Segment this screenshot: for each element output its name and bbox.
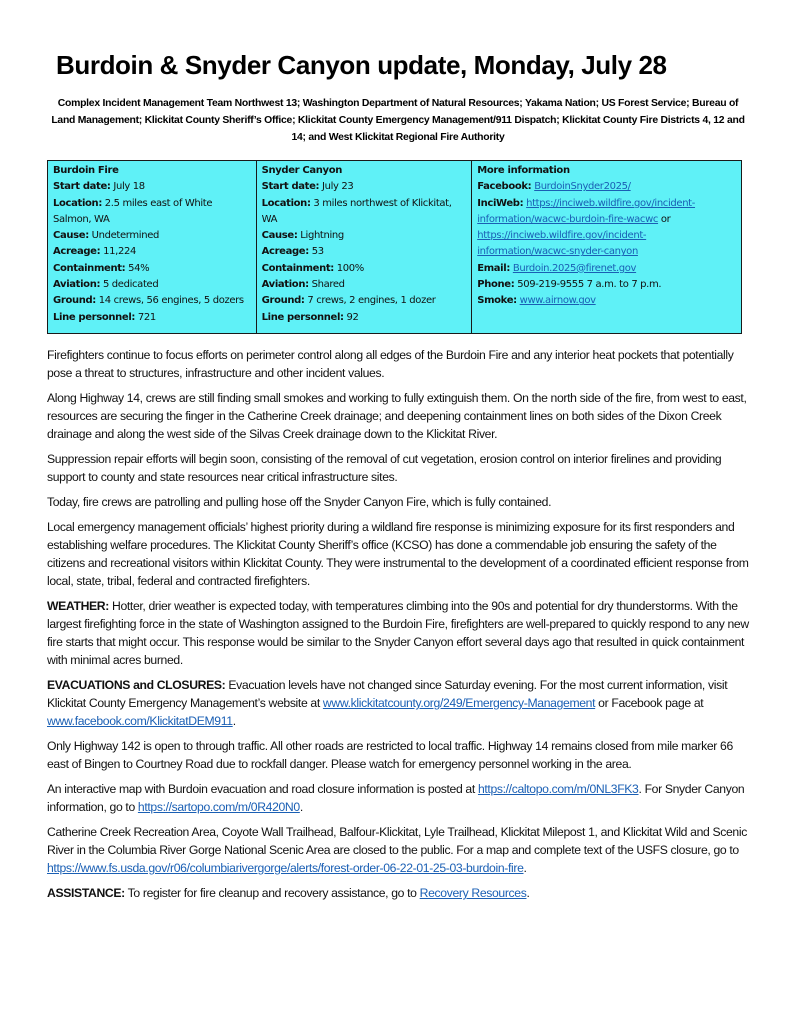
cause-row: Cause: Undetermined: [53, 230, 159, 242]
inciweb-snyder-link[interactable]: https://inciweb.wildfire.gov/incident-information/wacwc-snyder-canyon: [477, 230, 647, 258]
cause-row: Cause: Lightning: [261, 230, 344, 242]
agency-list: Complex Incident Management Team Northwest 13; Washington Department of Natural Resources; Yakama Nation; US Forest Service; Bureau of Land Management; Klickitat County Sheriff’s Office; Klickitat County Emergency Management/911 Dispatch; Klickitat County Fire Districts 4, 12 and 14; and West Klickitat Regional Fire Authority: [51, 98, 745, 143]
inciweb-row: InciWeb: https://inciweb.wildfire.gov/incident-information/wacwc-burdoin-fire-wacwc or https://inciweb.wildfire.gov/incident-information/wacwc-snyder-canyon: [477, 197, 696, 258]
recovery-resources-link[interactable]: Recovery Resources: [419, 886, 527, 900]
aviation-row: Aviation: 5 dedicated: [53, 279, 159, 291]
sartopo-link[interactable]: https://sartopo.com/m/0R420N0: [137, 800, 300, 814]
interactive-map-paragraph: An interactive map with Burdoin evacuation and road closure information is posted at https://caltopo.com/m/0NL3FK3. For Snyder Canyon information, go to https://sartopo.com/m/0R420N0.: [47, 782, 745, 814]
evacuations-label: EVACUATIONS and CLOSURES:: [47, 678, 226, 692]
perimeter-paragraph: Firefighters continue to focus efforts on perimeter control along all edges of the Burdoin Fire and any interior heat pockets that potentially pose a threat to structures, infrastructure and other incident values.: [47, 348, 734, 380]
acreage-row: Acreage: 53: [261, 246, 324, 258]
evacuations-paragraph: EVACUATIONS and CLOSURES: Evacuation levels have not changed since Saturday evening. For the most current information, visit Klickitat County Emergency Management’s website at www.klickitatcounty.org/249/Emergency-Management or Facebook page at www.facebook.com/KlickitatDEM911.: [47, 678, 728, 728]
assistance-label: ASSISTANCE:: [47, 886, 125, 900]
weather-label: WEATHER:: [47, 599, 109, 613]
usfs-closure-link[interactable]: https://www.fs.usda.gov/r06/columbiarivergorge/alerts/forest-order-06-22-01-25-03-burdoin-fire: [47, 861, 524, 875]
ground-row: Ground: 7 crews, 2 engines, 1 dozer: [261, 295, 436, 307]
line-personnel-row: Line personnel: 92: [261, 311, 359, 323]
location-row: Location: 2.5 miles east of White Salmon, WA: [53, 197, 213, 225]
start-date-row: Start date: July 18: [53, 181, 145, 193]
update-body: [47, 346, 757, 909]
assistance-paragraph: ASSISTANCE: To register for fire cleanup and recovery assistance, go to Recovery Resources.: [47, 886, 530, 900]
fire-name: Burdoin Fire: [53, 165, 119, 176]
ground-row: Ground: 14 crews, 56 engines, 5 dozers: [53, 295, 244, 307]
more-info-heading: More information: [477, 165, 570, 176]
fire-info-table: [47, 160, 742, 334]
emergency-management-paragraph: Local emergency management officials’ highest priority during a wildland fire response is minimizing exposure for its first responders and establishing welfare procedures. The Klickitat County Sheriff’s office (KCSO) has done a commendable job ensuring the safety of the citizens and recreational visitors within Klickitat County. They were instrumental to the development of a coordinated efficient response from local, state, tribal, federal and contracted firefighters.: [47, 520, 749, 588]
highway-14-paragraph: Along Highway 14, crews are still finding small smokes and working to fully extinguish them. On the north side of the fire, from west to east, resources are securing the finger in the Catherine Creek drainage; and deepening containment lines on both sides of the Dixon Creek drainage and along the west side of the Silvas Creek drainage down to the Klickitat River.: [47, 391, 747, 441]
weather-paragraph: WEATHER: Hotter, drier weather is expected today, with temperatures climbing into the 90s and potential for dry thunderstorms. With the largest firefighting force in the state of Washington assigned to the Burdoin Fire, firefighters are well-prepared to quickly respond to any new fire starts that might occur. This response would be similar to the Snyder Canyon effort several days ago that resulted in quick containment with minimal acres burned.: [47, 599, 749, 667]
suppression-repair-paragraph: Suppression repair efforts will begin soon, consisting of the removal of cut vegetation, erosion control on interior firelines and providing support to county and state resources near critical infrastructure sites.: [47, 452, 722, 484]
snyder-canyon-cell: [256, 161, 472, 334]
airnow-link[interactable]: www.airnow.gov: [519, 295, 596, 307]
start-date-row: Start date: July 23: [261, 181, 354, 193]
klickitat-county-link[interactable]: www.klickitatcounty.org/249/Emergency-Management: [322, 696, 596, 710]
email-row: Email: Burdoin.2025@firenet.gov: [477, 262, 637, 274]
area-closures-paragraph: Catherine Creek Recreation Area, Coyote Wall Trailhead, Balfour-Klickitat, Lyle Trailhead, Klickitat Milepost 1, and Klickitat Wild and Scenic River in the Columbia River Gorge National Scenic Area are closed to the public. For a map and complete text of the USFS closure, go to https://www.fs.usda.gov/r06/columbiarivergorge/alerts/forest-order-06-22-01-25-03-burdoin-fire.: [47, 825, 747, 875]
phone-row: Phone: 509-219-9555 7 a.m. to 7 p.m.: [477, 279, 662, 291]
burdoin-fire-cell: [48, 161, 257, 334]
inciweb-burdoin-link[interactable]: https://inciweb.wildfire.gov/incident-information/wacwc-burdoin-fire-wacwc: [477, 197, 696, 225]
acreage-row: Acreage: 11,224: [53, 246, 137, 258]
fire-name: Snyder Canyon: [261, 165, 342, 176]
email-link[interactable]: Burdoin.2025@firenet.gov: [512, 262, 637, 274]
location-row: Location: 3 miles northwest of Klickitat, WA: [261, 197, 452, 225]
more-info-cell: [472, 161, 742, 334]
containment-row: Containment: 100%: [261, 262, 364, 274]
line-personnel-row: Line personnel: 721: [53, 311, 156, 323]
containment-row: Containment: 54%: [53, 262, 150, 274]
klickitat-facebook-link[interactable]: www.facebook.com/KlickitatDEM911: [47, 714, 233, 728]
facebook-row: Facebook: BurdoinSnyder2025/: [477, 181, 631, 193]
road-closures-paragraph: Only Highway 142 is open to through traffic. All other roads are restricted to local traffic. Highway 14 remains closed from mile marker 66 east of Bingen to Courtney Road due to rockfall danger. Please watch for emergency personnel working in the area.: [47, 739, 733, 771]
caltopo-link[interactable]: https://caltopo.com/m/0NL3FK3: [477, 782, 639, 796]
snyder-canyon-paragraph: Today, fire crews are patrolling and pulling hose off the Snyder Canyon Fire, which is fully contained.: [47, 495, 552, 509]
page-title: Burdoin & Snyder Canyon update, Monday, July 28: [56, 50, 667, 80]
aviation-row: Aviation: Shared: [261, 279, 345, 291]
smoke-row: Smoke: www.airnow.gov: [477, 295, 596, 307]
facebook-link[interactable]: BurdoinSnyder2025/: [534, 181, 631, 193]
